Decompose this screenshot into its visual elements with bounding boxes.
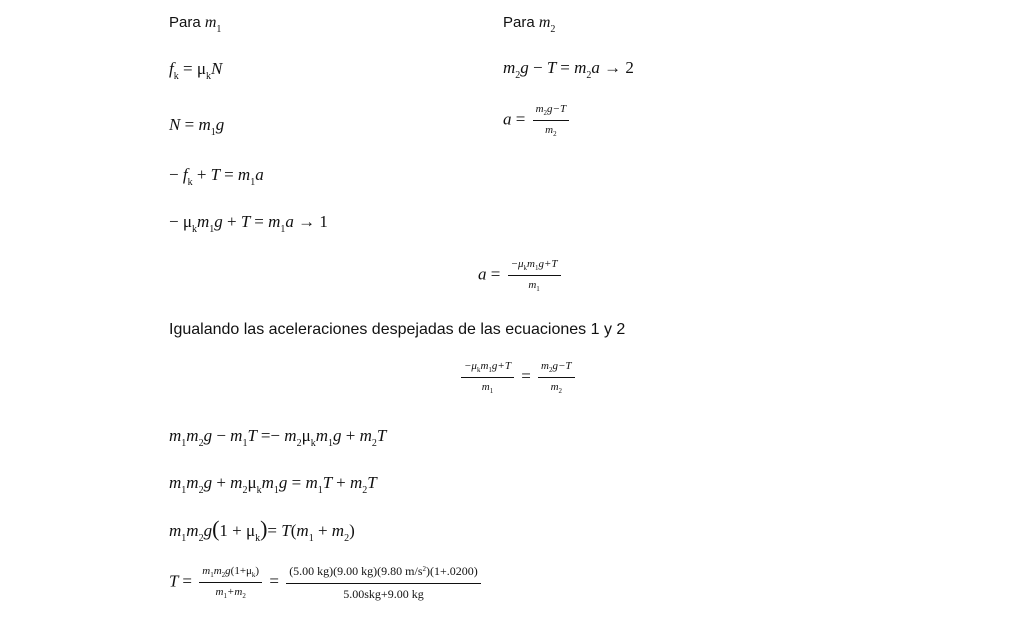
heading-m1-symbol: $m_1$	[204, 14, 222, 35]
equation-1: − $\mu_km_1g + T = m_1a \to 1$	[169, 212, 328, 235]
numerator-values: (5.00 kg)(9.00 kg)(9.80 m/s	[289, 564, 423, 578]
heading-m2-symbol: $m_2$	[538, 14, 556, 35]
heading-m2	[503, 12, 555, 36]
fraction-left: $\frac{-\mu_km_1g+T}{m_1}$	[461, 360, 514, 395]
equation-2-tag: 2	[625, 58, 634, 77]
equation-a-m1: a = $\frac{-\mu_km_1g+T}{m_1}$	[478, 258, 564, 293]
equation-equal-accelerations: $\frac{-\mu_km_1g+T}{m_1}$ = $\frac{m_2g-T}{m_2}$	[458, 360, 578, 395]
denominator-values: 5.00skg+9.00 kg	[343, 587, 424, 601]
equation-1-tag: 1	[319, 212, 328, 231]
equation-normal: $N = m_1g$	[169, 115, 225, 138]
numerator-exponent: 2	[422, 565, 427, 573]
equation-step-3: $m_1m_2g(1 + \mu_k)= T(m_1 + m_2)$	[169, 516, 355, 544]
equation-step-2: $m_1m_2g + m_2\mu_km_1g = m_1T + m_2T$	[169, 473, 377, 496]
equation-newton-m2: $m_2g - T = m_2a \to 2$	[503, 58, 634, 81]
equation-a-m2: a = $\frac{m_2g-T}{m_2}$	[503, 103, 572, 138]
fraction-a-m2: $\frac{m_2g-T}{m_2}$	[533, 103, 570, 138]
heading-m2-text: Para	[503, 14, 535, 31]
numerator-tail: )(1+.0200)	[426, 564, 478, 578]
heading-m1-text: Para	[169, 14, 201, 31]
fraction-tension-numeric	[286, 564, 481, 601]
equation-step-1: $m_1m_2g - m_1T =- m_2\mu_km_1g + m_2T$	[169, 426, 387, 449]
equation-newton-m1: − $f_k + T = m_1a$	[169, 165, 264, 188]
fraction-a-m1: $\frac{-\mu_km_1g+T}{m_1}$	[508, 258, 561, 293]
fraction-tension-symbolic: $\frac{m_1m_2g(1+\mu_k)}{m_1+m_2}$	[199, 565, 262, 600]
statement-text: Igualando las aceleraciones despejadas de las ecuaciones 1 y 2	[169, 321, 626, 338]
heading-m1	[169, 12, 221, 36]
equation-friction: $f_k = \mu_kN$	[169, 59, 223, 82]
equation-final: T = $\frac{m_1m_2g(1+\mu_k)}{m_1+m_2}$ = $\frac{(5.00 kg)(9.00 kg)(9.80 m/s^2)(1+.0200)}{\text{5.00skg+9.00 kg}}$	[169, 564, 484, 601]
fraction-right: $\frac{m_2g-T}{m_2}$	[538, 360, 575, 395]
